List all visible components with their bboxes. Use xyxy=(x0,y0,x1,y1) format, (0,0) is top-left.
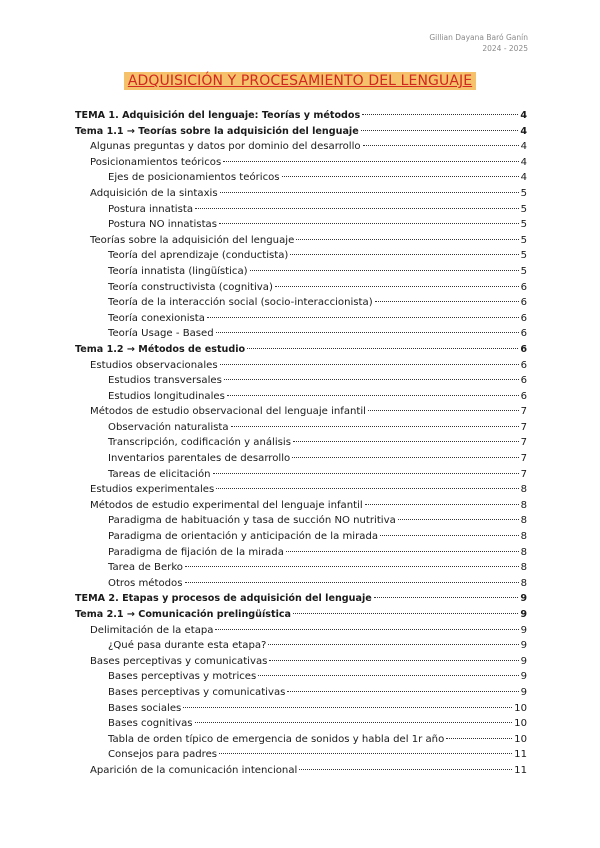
toc-entry[interactable] xyxy=(75,763,527,779)
toc-entry-label: Bases sociales xyxy=(108,702,182,714)
toc-entry-page: 8 xyxy=(520,515,527,527)
toc-leader-dots xyxy=(296,239,518,240)
toc-entry-label: Teoría Usage - Based xyxy=(108,328,214,340)
toc-entry[interactable] xyxy=(75,342,527,358)
toc-leader-dots xyxy=(185,582,519,583)
toc-entry-page: 8 xyxy=(520,577,527,589)
toc-entry-label: Algunas preguntas y datos por dominio del desarrollo xyxy=(90,141,361,153)
toc-entry[interactable] xyxy=(75,545,527,561)
toc-leader-dots xyxy=(219,223,519,224)
toc-leader-dots xyxy=(275,286,519,287)
toc-leader-dots xyxy=(220,364,519,365)
toc-entry-page: 6 xyxy=(520,359,527,371)
toc-entry[interactable] xyxy=(75,435,527,451)
toc-entry[interactable] xyxy=(75,560,527,576)
toc-leader-dots xyxy=(250,270,519,271)
toc-entry[interactable] xyxy=(75,654,527,670)
toc-entry-page: 10 xyxy=(514,718,527,730)
toc-entry[interactable] xyxy=(75,139,527,155)
toc-leader-dots xyxy=(195,722,513,723)
toc-leader-dots xyxy=(368,410,519,411)
toc-entry-page: 4 xyxy=(520,156,527,168)
title-wrapper xyxy=(0,70,600,90)
toc-entry-label: Bases perceptivas y comunicativas xyxy=(90,655,268,667)
toc-entry-page: 5 xyxy=(520,203,527,215)
toc-leader-dots xyxy=(219,753,512,754)
toc-entry[interactable] xyxy=(75,217,527,233)
toc-entry-page: 8 xyxy=(520,531,527,543)
toc-entry-label: Métodos de estudio experimental del lenguaje infantil xyxy=(90,499,363,511)
toc-leader-dots xyxy=(258,675,518,676)
toc-leader-dots xyxy=(269,660,518,661)
toc-leader-dots xyxy=(216,332,519,333)
toc-entry[interactable] xyxy=(75,467,527,483)
toc-entry-page: 10 xyxy=(514,702,527,714)
toc-entry[interactable] xyxy=(75,732,527,748)
toc-leader-dots xyxy=(282,176,519,177)
toc-leader-dots xyxy=(268,644,518,645)
toc-leader-dots xyxy=(207,317,519,318)
toc-leader-dots xyxy=(185,566,519,567)
toc-entry-page: 9 xyxy=(520,671,527,683)
toc-entry-label: Bases perceptivas y comunicativas xyxy=(108,686,286,698)
toc-entry-label: Ejes de posicionamientos teóricos xyxy=(108,172,280,184)
toc-entry-page: 7 xyxy=(520,468,527,480)
toc-leader-dots xyxy=(446,738,512,739)
toc-entry-page: 8 xyxy=(520,562,527,574)
toc-entry-page: 11 xyxy=(514,764,527,776)
toc-entry-label: Teoría conexionista xyxy=(108,312,205,324)
toc-entry-page: 4 xyxy=(520,141,527,153)
toc-entry[interactable] xyxy=(75,591,527,607)
toc-leader-dots xyxy=(292,457,518,458)
toc-entry[interactable] xyxy=(75,311,527,327)
toc-leader-dots xyxy=(247,348,518,349)
toc-entry-label: Bases perceptivas y motrices xyxy=(108,671,257,683)
toc-entry-label: Teoría del aprendizaje (conductista) xyxy=(108,250,289,262)
toc-leader-dots xyxy=(215,629,518,630)
toc-entry[interactable] xyxy=(75,280,527,296)
toc-leader-dots xyxy=(361,130,519,131)
toc-entry-label: Postura NO innatistas xyxy=(108,219,217,231)
toc-entry-page: 6 xyxy=(520,328,527,340)
toc-leader-dots xyxy=(227,395,519,396)
toc-leader-dots xyxy=(216,488,518,489)
toc-entry-page: 5 xyxy=(520,187,527,199)
toc-entry-label: Tema 1.1 → Teorías sobre la adquisición del lenguaje xyxy=(75,125,359,137)
toc-entry[interactable] xyxy=(75,669,527,685)
toc-entry[interactable] xyxy=(75,264,527,280)
toc-leader-dots xyxy=(223,161,518,162)
academic-year: 2024 - 2025 xyxy=(482,44,528,53)
toc-entry[interactable] xyxy=(75,513,527,529)
toc-leader-dots xyxy=(362,114,518,115)
toc-entry-page: 8 xyxy=(520,484,527,496)
toc-leader-dots xyxy=(363,145,519,146)
toc-entry-label: Tema 2.1 → Comunicación prelingüística xyxy=(75,609,292,620)
toc-entry-page: 7 xyxy=(520,406,527,418)
toc-entry-label: Paradigma de habituación y tasa de succión NO nutritiva xyxy=(108,515,396,527)
toc-entry[interactable] xyxy=(75,124,527,140)
toc-entry-page: 6 xyxy=(520,375,527,387)
toc-entry[interactable] xyxy=(75,701,527,717)
toc-entry[interactable] xyxy=(75,716,527,732)
toc-leader-dots xyxy=(293,613,518,614)
toc-entry[interactable] xyxy=(75,623,527,639)
page-title: ADQUISICIÓN Y PROCESAMIENTO DEL LENGUAJE xyxy=(124,72,476,90)
toc-entry[interactable] xyxy=(75,108,527,124)
toc-entry[interactable] xyxy=(75,747,527,763)
toc-entry-label: Otros métodos xyxy=(108,577,183,589)
toc-entry-label: Teoría de la interacción social (socio-interaccionista) xyxy=(108,297,373,309)
toc-entry[interactable] xyxy=(75,451,527,467)
toc-leader-dots xyxy=(213,473,519,474)
toc-entry[interactable] xyxy=(75,295,527,311)
toc-leader-dots xyxy=(299,769,512,770)
toc-entry[interactable] xyxy=(75,498,527,514)
toc-entry-label: Teoría constructivista (cognitiva) xyxy=(108,281,273,293)
toc-leader-dots xyxy=(286,551,519,552)
toc-entry[interactable] xyxy=(75,685,527,701)
toc-leader-dots xyxy=(398,519,519,520)
toc-leader-dots xyxy=(290,254,518,255)
toc-entry-page: 6 xyxy=(520,312,527,324)
toc-entry-label: Adquisición de la sintaxis xyxy=(90,187,218,199)
toc-entry-page: 4 xyxy=(520,125,527,137)
toc-entry-page: 5 xyxy=(520,234,527,246)
toc-entry-page: 11 xyxy=(514,749,527,761)
toc-entry-page: 9 xyxy=(520,686,527,698)
toc-entry[interactable] xyxy=(75,482,527,498)
table-of-contents xyxy=(75,108,527,779)
toc-entry-label: Tabla de orden típico de emergencia de sonidos y habla del 1r año xyxy=(108,733,445,745)
toc-leader-dots xyxy=(374,597,519,598)
author-name: Gillian Dayana Baró Ganín xyxy=(429,33,528,42)
toc-entry[interactable] xyxy=(75,389,527,405)
toc-leader-dots xyxy=(293,441,519,442)
toc-entry-label: Aparición de la comunicación intencional xyxy=(90,764,298,776)
toc-leader-dots xyxy=(287,691,518,692)
toc-entry-label: Bases cognitivas xyxy=(108,718,193,730)
toc-leader-dots xyxy=(224,379,519,380)
toc-entry[interactable] xyxy=(75,170,527,186)
toc-entry-page: 9 xyxy=(520,640,527,652)
toc-leader-dots xyxy=(231,426,519,427)
toc-entry-page: 8 xyxy=(520,546,527,558)
toc-entry-page: 4 xyxy=(520,110,527,121)
toc-entry[interactable] xyxy=(75,358,527,374)
toc-entry-label: Métodos de estudio observacional del lenguaje infantil xyxy=(90,406,366,418)
toc-entry[interactable] xyxy=(75,529,527,545)
toc-entry[interactable] xyxy=(75,373,527,389)
toc-leader-dots xyxy=(183,707,512,708)
document-header xyxy=(429,32,528,54)
toc-entry-label: Tarea de Berko xyxy=(108,562,183,574)
toc-entry-page: 9 xyxy=(520,655,527,667)
toc-entry-page: 9 xyxy=(520,624,527,636)
toc-entry[interactable] xyxy=(75,248,527,264)
toc-entry-label: Teorías sobre la adquisición del lenguaje xyxy=(90,234,295,246)
toc-entry-page: 7 xyxy=(520,421,527,433)
toc-entry-label: Estudios observacionales xyxy=(90,359,218,371)
toc-entry-page: 6 xyxy=(520,297,527,309)
toc-entry-page: 6 xyxy=(520,390,527,402)
toc-leader-dots xyxy=(220,192,519,193)
toc-entry-page: 8 xyxy=(520,499,527,511)
toc-entry-page: 6 xyxy=(520,343,527,355)
toc-entry-label: Observación naturalista xyxy=(108,421,229,433)
toc-leader-dots xyxy=(375,301,519,302)
toc-entry[interactable] xyxy=(75,233,527,249)
toc-entry-label: Posicionamientos teóricos xyxy=(90,156,222,168)
toc-leader-dots xyxy=(380,535,519,536)
toc-entry-label: Tema 1.2 → Métodos de estudio xyxy=(75,343,246,355)
toc-entry-page: 6 xyxy=(520,281,527,293)
toc-entry-page: 5 xyxy=(520,265,527,277)
toc-entry-label: Estudios transversales xyxy=(108,375,222,387)
toc-entry-page: 4 xyxy=(520,172,527,184)
toc-entry[interactable] xyxy=(75,420,527,436)
toc-entry[interactable] xyxy=(75,186,527,202)
toc-entry[interactable] xyxy=(75,638,527,654)
toc-entry[interactable] xyxy=(75,404,527,420)
toc-entry[interactable] xyxy=(75,155,527,171)
toc-entry-label: TEMA 2. Etapas y procesos de adquisición del lenguaje xyxy=(75,593,372,605)
toc-entry-page: 7 xyxy=(520,437,527,449)
toc-entry-label: Paradigma de orientación y anticipación de la mirada xyxy=(108,531,379,543)
toc-entry-page: 5 xyxy=(520,250,527,262)
toc-entry-page: 10 xyxy=(514,733,527,745)
toc-entry[interactable] xyxy=(75,202,527,218)
toc-entry-label: Teoría innatista (lingüística) xyxy=(108,265,248,277)
toc-entry-page: 7 xyxy=(520,453,527,465)
toc-entry-page: 9 xyxy=(520,593,527,605)
toc-entry-label: Consejos para padres xyxy=(108,749,218,761)
toc-entry[interactable] xyxy=(75,607,527,623)
toc-entry[interactable] xyxy=(75,576,527,592)
toc-entry-label: Inventarios parentales de desarrollo xyxy=(108,453,291,465)
toc-entry-label: Estudios longitudinales xyxy=(108,390,225,402)
toc-entry-label: Tareas de elicitación xyxy=(108,468,211,480)
toc-entry-label: Postura innatista xyxy=(108,203,194,215)
toc-entry-label: ¿Qué pasa durante esta etapa? xyxy=(108,640,267,652)
toc-entry-page: 9 xyxy=(520,609,527,620)
toc-entry[interactable] xyxy=(75,326,527,342)
toc-entry-label: Delimitación de la etapa xyxy=(90,624,214,636)
toc-leader-dots xyxy=(195,208,519,209)
toc-entry-label: TEMA 1. Adquisición del lenguaje: Teorías y métodos xyxy=(75,110,361,121)
toc-entry-label: Paradigma de fijación de la mirada xyxy=(108,546,284,558)
toc-entry-label: Transcripción, codificación y análisis xyxy=(108,437,291,449)
toc-leader-dots xyxy=(365,504,519,505)
toc-entry-page: 5 xyxy=(520,219,527,231)
toc-entry-label: Estudios experimentales xyxy=(90,484,215,496)
